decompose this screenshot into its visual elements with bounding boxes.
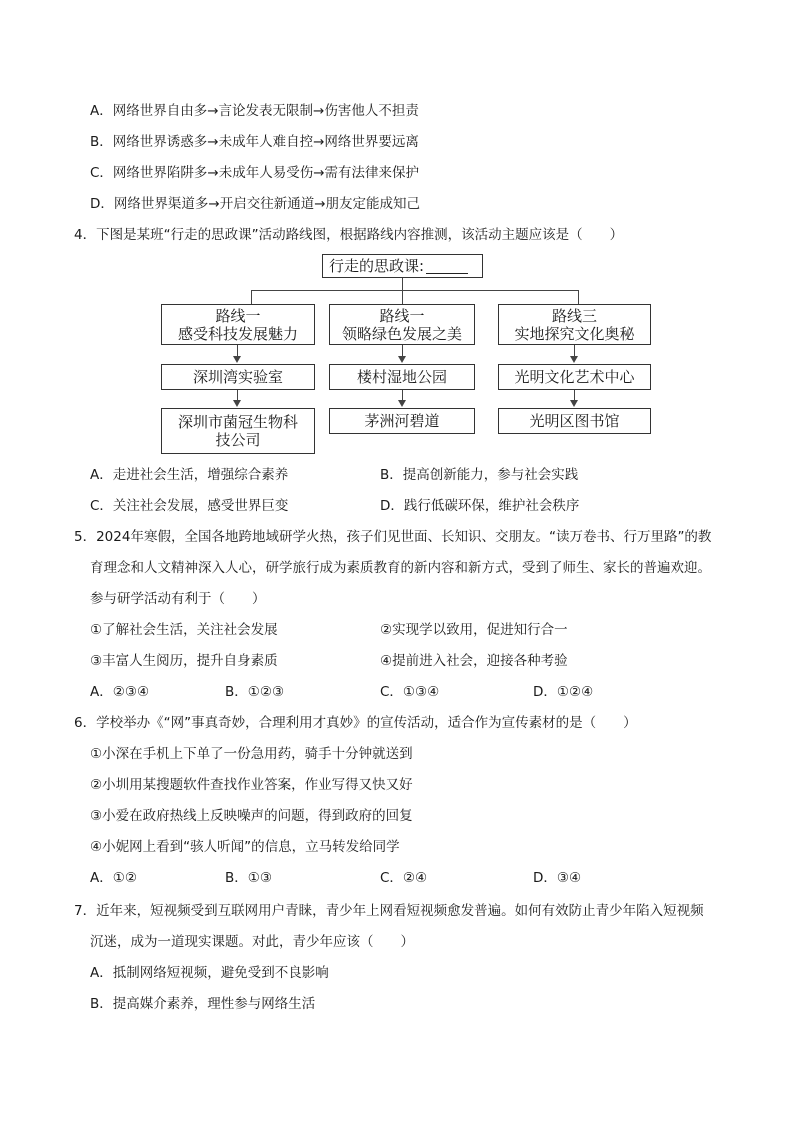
route-2-stop-1 — [329, 364, 475, 390]
connector — [402, 290, 403, 304]
route-1-stop-2-label: 深圳市菌冠生物科 — [177, 413, 298, 431]
q6-item-4: ④小妮网上看到“骇人听闻”的信息，立马转发给同学 — [90, 839, 400, 855]
q4-option-a: A．走进社会生活，增强综合素养 — [90, 467, 289, 483]
route-1-stop-2 — [161, 408, 315, 454]
q3-option-b: B．网络世界诱惑多→未成年人难自控→网络世界要远离 — [90, 134, 419, 150]
arrow-down-icon — [233, 356, 241, 363]
q5-item-4: ④提前进入社会，迎接各种考验 — [380, 653, 568, 669]
arrow-down-icon — [570, 400, 578, 407]
q4-stem: 4．下图是某班“行走的思政课”活动路线图，根据路线内容推测，该活动主题应该是（ ） — [74, 227, 624, 243]
q5-stem-line-1: 5．2024年寒假，全国各地跨地域研学火热，孩子们见世面、长知识、交朋友。“读万卷书、行万里路”的教 — [74, 529, 712, 545]
diagram-title: 行走的思政课: — [329, 257, 425, 275]
q5-item-3: ③丰富人生阅历，提升自身素质 — [90, 653, 278, 669]
route-3-stop-2 — [498, 408, 651, 434]
route-1-stop-1 — [161, 364, 315, 390]
route-2-header — [329, 304, 475, 345]
q5-option-a: A．②③④ — [90, 684, 150, 700]
q5-option-b: B．①②③ — [225, 684, 285, 700]
arrow-down-icon — [398, 356, 406, 363]
route-2-stop-2-label: 茅洲河碧道 — [364, 412, 440, 430]
route-3-stop-1-label: 光明文化艺术中心 — [514, 368, 635, 386]
connector — [402, 278, 403, 290]
q5-item-1: ①了解社会生活，关注社会发展 — [90, 622, 278, 638]
q3-option-c: C．网络世界陷阱多→未成年人易受伤→需有法律来保护 — [90, 165, 420, 181]
q7-stem-line-2: 沉迷，成为一道现实课题。对此，青少年应该（ ） — [90, 934, 414, 950]
route-2-subtitle: 领略绿色发展之美 — [341, 324, 462, 343]
q5-option-d: D．①②④ — [533, 684, 594, 700]
q3-option-a: A．网络世界自由多→言论发表无限制→伤害他人不担责 — [90, 103, 419, 119]
q7-option-b: B．提高媒介素养，理性参与网络生活 — [90, 996, 316, 1012]
arrow-down-icon — [233, 400, 241, 407]
route-1-subtitle: 感受科技发展魅力 — [177, 324, 298, 343]
diagram-title-box — [322, 254, 483, 278]
route-2-stop-2 — [329, 408, 475, 434]
arrow-down-icon — [398, 400, 406, 407]
q5-stem-line-3: 参与研学活动有利于（ ） — [90, 591, 266, 607]
q6-item-3: ③小爱在政府热线上反映噪声的问题，得到政府的回复 — [90, 808, 413, 824]
route-3-header — [498, 304, 651, 345]
q3-option-d: D．网络世界渠道多→开启交往新通道→朋友定能成知己 — [90, 196, 421, 212]
q4-option-d: D．践行低碳环保，维护社会秩序 — [380, 498, 580, 514]
q6-option-d: D．③④ — [533, 870, 582, 886]
diagram-title-blank — [426, 259, 468, 274]
route-3-subtitle: 实地探究文化奥秘 — [514, 324, 635, 343]
q6-option-a: A．①② — [90, 870, 137, 886]
route-3-stop-2-label: 光明区图书馆 — [529, 412, 620, 430]
route-1-header — [161, 304, 315, 345]
route-2-title: 路线一 — [379, 306, 425, 325]
route-1-title: 路线一 — [215, 306, 261, 325]
q7-stem-line-1: 7．近年来，短视频受到互联网用户青睐，青少年上网看短视频愈发普遍。如何有效防止青少年陷入短视频 — [74, 903, 704, 919]
q7-option-a: A．抵制网络短视频，避免受到不良影响 — [90, 965, 329, 981]
connector — [251, 290, 578, 291]
q6-option-b: B．①③ — [225, 870, 272, 886]
connector — [578, 290, 579, 304]
q4-option-c: C．关注社会发展，感受世界巨变 — [90, 498, 289, 514]
route-3-stop-1 — [498, 364, 651, 390]
arrow-down-icon — [570, 356, 578, 363]
route-1-stop-2-label-cont: 技公司 — [215, 431, 261, 449]
connector — [251, 290, 252, 304]
q6-item-2: ②小圳用某搜题软件查找作业答案，作业写得又快又好 — [90, 777, 413, 793]
route-2-stop-1-label: 楼村湿地公园 — [356, 368, 447, 386]
q6-stem: 6．学校举办《“网”事真奇妙，合理利用才真妙》的宣传活动，适合作为宣传素材的是（ ） — [74, 715, 637, 731]
route-3-title: 路线三 — [551, 306, 597, 325]
q5-stem-line-2: 育理念和人文精神深入人心，研学旅行成为素质教育的新内容和新方式，受到了师生、家长的普遍欢迎。 — [90, 560, 711, 576]
q6-option-c: C．②④ — [380, 870, 428, 886]
route-1-stop-1-label: 深圳湾实验室 — [192, 368, 283, 386]
q6-item-1: ①小深在手机上下单了一份急用药，骑手十分钟就送到 — [90, 746, 413, 762]
q5-option-c: C．①③④ — [380, 684, 440, 700]
q5-item-2: ②实现学以致用，促进知行合一 — [380, 622, 568, 638]
q4-option-b: B．提高创新能力，参与社会实践 — [380, 467, 579, 483]
